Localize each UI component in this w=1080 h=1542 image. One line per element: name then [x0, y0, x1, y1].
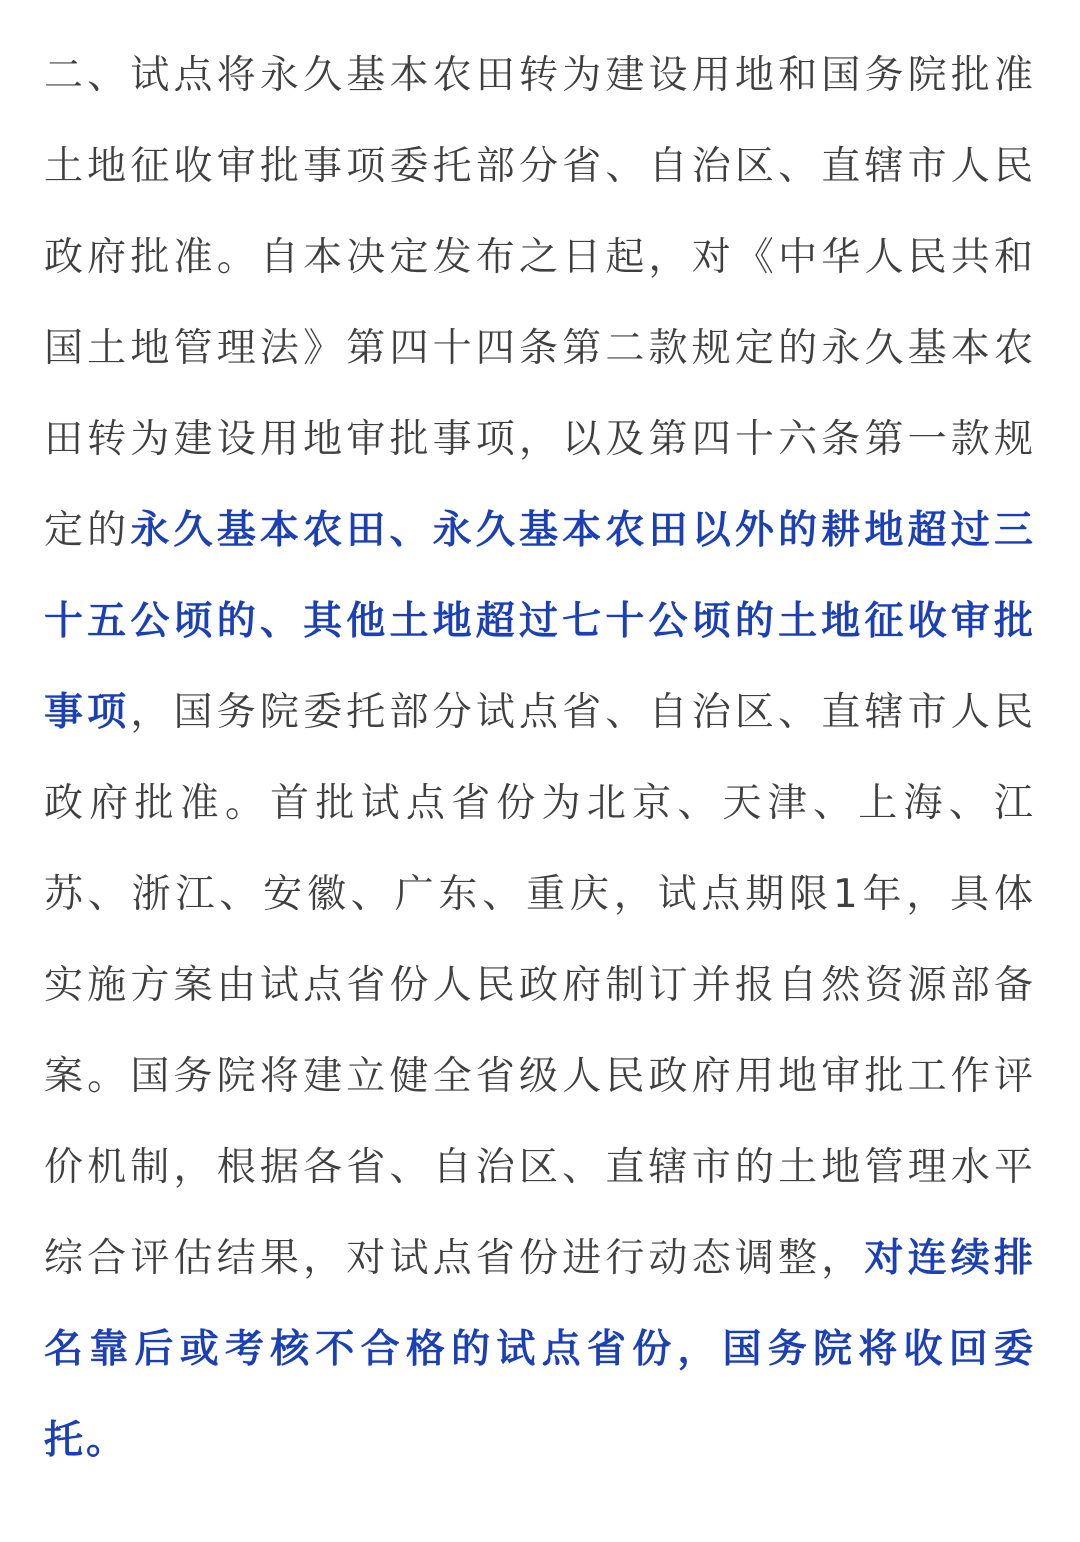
emphasized-text-segment-1: 永久基本农田、永久基本农田以外的耕地超过三十五公顷的、其他土地超过七十公顷的土地征收审批事项 [44, 508, 1036, 735]
paragraph-text-segment-2: ，国务院委托部分试点省、自治区、直辖市人民政府批准。首批试点省份为北京、天津、上海、江苏、浙江、安徽、广东、重庆，试点期限1年，具体实施方案由试点省份人民政府制订并报自然资源部备案。国务院将建立健全省级人民政府用地审批工作评价机制，根据各省、自治区、直辖市的土地管理水平综合评估结果，对试点省份进行动态调整， [44, 690, 1036, 1281]
paragraph-text-segment-1: 二、试点将永久基本农田转为建设用地和国务院批准土地征收审批事项委托部分省、自治区、直辖市人民政府批准。自本决定发布之日起，对《中华人民共和国土地管理法》第四十四条第二款规定的永久基本农田转为建设用地审批事项，以及第四十六条第一款规定的 [44, 53, 1036, 553]
article-paragraph [44, 30, 1036, 1486]
emphasized-text-segment-2: 对连续排名靠后或考核不合格的试点省份，国务院将收回委托。 [44, 1236, 1036, 1463]
